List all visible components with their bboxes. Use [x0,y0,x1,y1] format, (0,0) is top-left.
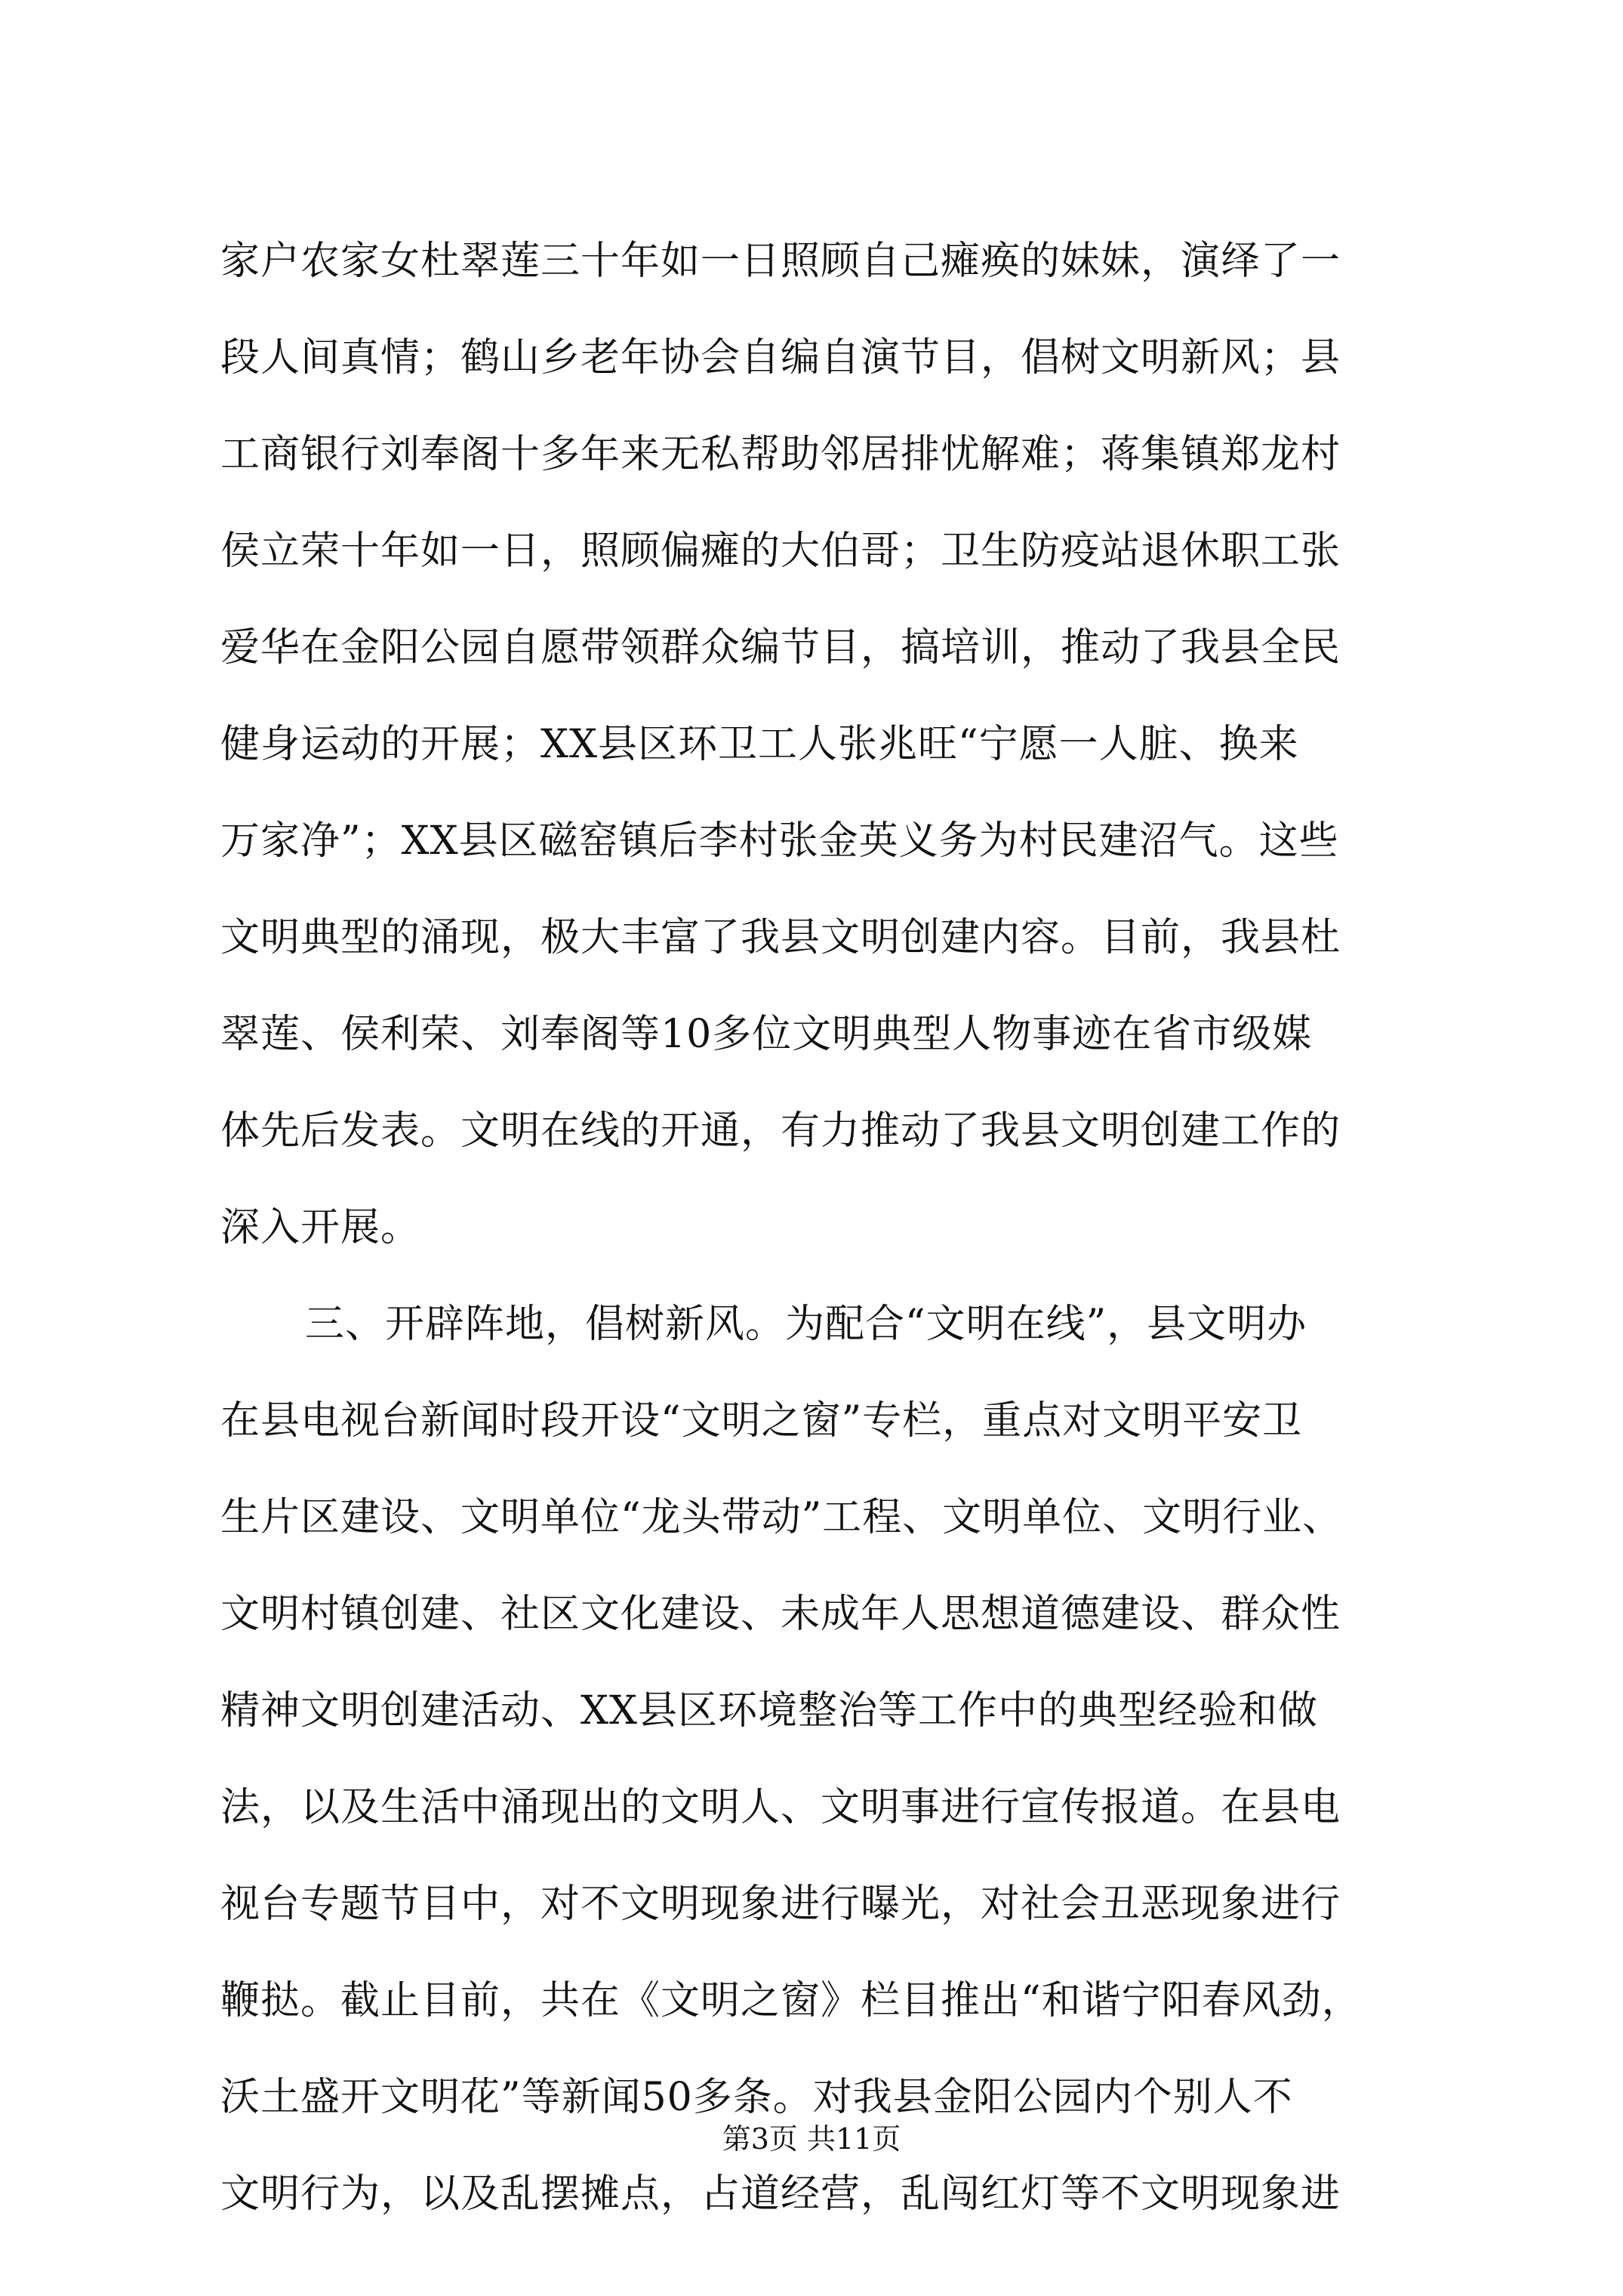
text-line: 侯立荣十年如一日，照顾偏瘫的大伯哥；卫生防疫站退休职工张 [220,529,1341,574]
text-line: 万家净”；XX县区磁窑镇后李村张金英义务为村民建沼气。这些 [220,818,1339,864]
text-line: 文明村镇创建、社区文化建设、未成年人思想道德建设、群众性 [220,1592,1341,1637]
text-line: 在县电视台新闻时段开设“文明之窗”专栏，重点对文明平安卫 [220,1398,1303,1444]
text-line: 工商银行刘奉阁十多年来无私帮助邻居排忧解难；蒋集镇郑龙村 [220,432,1341,477]
text-line: 段人间真情；鹤山乡老年协会自编自演节目，倡树文明新风；县 [220,335,1341,381]
text-line: 文明行为，以及乱摆摊点，占道经营，乱闯红灯等不文明现象进 [220,2171,1341,2217]
body-text [220,213,1406,2242]
text-line: 体先后发表。文明在线的开通，有力推动了我县文明创建工作的 [220,1108,1341,1154]
text-line: 家户农家女杜翠莲三十年如一日照顾自己瘫痪的妹妹，演绎了一 [220,239,1341,284]
text-line: 深入开展。 [220,1205,421,1250]
text-line: 生片区建设、文明单位“龙头带动”工程、文明单位、文明行业、 [220,1495,1343,1540]
page-footer: 第3页 共11页 [722,2122,901,2156]
text-line: 文明典型的涌现，极大丰富了我县文明创建内容。目前，我县杜 [220,915,1341,960]
text-line: 视台专题节目中，对不文明现象进行曝光，对社会丑恶现象进行 [220,1881,1341,1927]
text-line: 健身运动的开展；XX县区环卫工人张兆旺“宁愿一人脏、换来 [220,722,1299,767]
text-line: 精神文明创建活动、XX县区环境整治等工作中的典型经验和做 [220,1688,1319,1734]
text-line: 爱华在金阳公园自愿带领群众编节目，搞培训，推动了我县全民 [220,625,1341,670]
text-line: 法，以及生活中涌现出的文明人、文明事进行宣传报道。在县电 [220,1785,1341,1830]
text-line: 鞭挞。截止目前，共在《文明之窗》栏目推出“和谐宁阳春风劲， [220,1978,1362,2023]
text-line: 翠莲、侯利荣、刘奉阁等10多位文明典型人物事迹在省市级媒 [220,1012,1313,1057]
text-line: 沃土盛开文明花”等新闻50多条。对我县金阳公园内个别人不 [220,2075,1293,2120]
section-heading-line: 三、开辟阵地，倡树新风。为配合“文明在线”，县文明办 [305,1302,1307,1347]
